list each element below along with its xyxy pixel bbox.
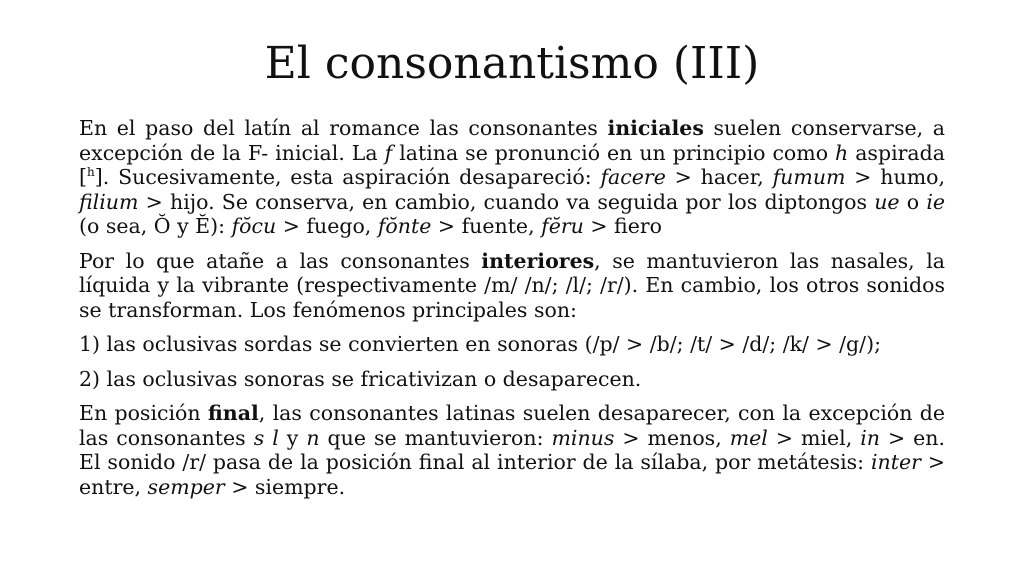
italic-term: semper [147, 474, 225, 499]
text-run: > hacer, [665, 165, 773, 189]
italic-term: mel [729, 425, 768, 450]
text-run: En posición [79, 401, 208, 425]
slide-body [79, 116, 945, 509]
text-run: > humo, [845, 165, 945, 189]
italic-term: inter [870, 450, 921, 474]
paragraph-rule-2: 2) las oclusivas sonoras se fricativizan o desaparecen. [79, 366, 642, 391]
text-run: > fiero [583, 214, 662, 238]
text-run: > entre, [79, 450, 946, 499]
text-run: latina se pronunció en un principio como [392, 140, 836, 165]
text-run: y [278, 425, 307, 450]
text-run: aspirada [ [79, 140, 945, 189]
italic-term: n [306, 425, 320, 450]
text-run: > miel, [767, 425, 861, 450]
text-run: Por lo que atañe a las consonantes [79, 248, 482, 273]
italic-term: f [384, 140, 393, 165]
text-run: o [899, 189, 927, 214]
paragraph-rule-1: 1) las oclusivas sordas se convierten en sonoras (/p/ > /b/; /t/ > /d/; /k/ > /g/); [79, 332, 881, 356]
text-run: , las consonantes latinas suelen desaparecer, con la excepción de las consonantes [79, 401, 946, 450]
paragraph-interior-consonants [79, 249, 945, 323]
italic-term: ue [874, 189, 900, 214]
italic-term: fŏnte [377, 214, 432, 238]
italic-term: s l [253, 425, 279, 450]
italic-term: facere [600, 165, 666, 189]
superscript-h: h [87, 165, 95, 180]
text-run: ]. Sucesivamente, esta aspiración desapareció: [94, 165, 601, 189]
paragraph-initial-consonants [79, 116, 945, 239]
text-run: > menos, [614, 425, 730, 450]
slide-title: El consonantismo (III) [264, 38, 760, 89]
paragraph-final-consonants [79, 401, 945, 499]
italic-term: in [860, 425, 880, 450]
italic-term: fĕru [541, 214, 584, 238]
text-run: (o sea, Ŏ y Ĕ): [79, 214, 232, 238]
text-run: que se mantuvieron: [319, 425, 552, 450]
emphasis-iniciales: iniciales [607, 116, 704, 140]
text-run: > hijo. Se conserva, en cambio, cuando va seguida por los diptongos [138, 189, 875, 214]
italic-term: fumum [772, 165, 846, 189]
text-run: En el paso del latín al romance las consonantes [79, 116, 608, 140]
text-run: > siempre. [224, 474, 346, 499]
italic-term: filium [79, 189, 139, 214]
text-run: > en. El sonido /r/ pasa de la posición final al interior de la sílaba, por metátesis: [79, 425, 945, 474]
emphasis-interiores: interiores [481, 248, 595, 273]
text-run: , se mantuvieron las nasales, la líquida y la vibrante (respectivamente /m/ /n/; /l/; /r/). En cambio, los otros sonidos se transforman. Los fenómenos principales son: [79, 248, 945, 322]
text-run: suelen conservarse, a excepción de la F- inicial. La [79, 116, 945, 165]
italic-term: minus [551, 425, 615, 450]
text-run: > fuego, [276, 214, 378, 238]
italic-term: h [835, 140, 849, 165]
text-run: > fuente, [431, 214, 542, 238]
italic-term: ie [926, 189, 946, 214]
italic-term: fŏcu [231, 214, 277, 238]
emphasis-final: final [207, 401, 259, 425]
